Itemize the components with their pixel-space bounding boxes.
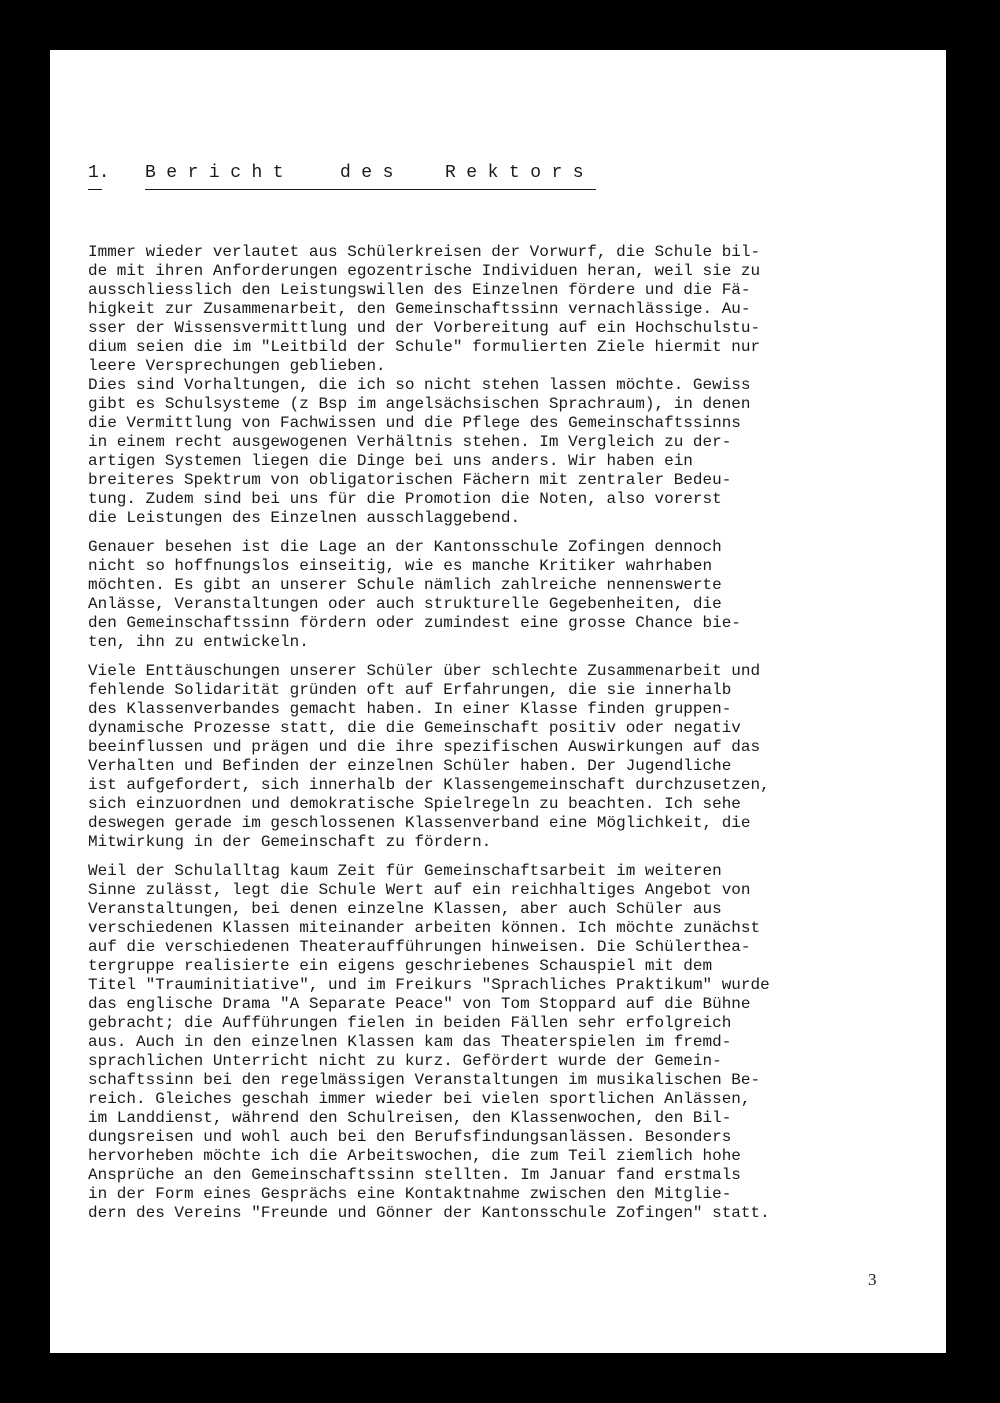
text-line: im Landdienst, während den Schulreisen, den Klassenwochen, den Bil-: [88, 1109, 732, 1127]
text-line: den Gemeinschaftssinn fördern oder zumindest eine grosse Chance bie-: [88, 614, 741, 632]
heading-number-underline: [88, 189, 102, 190]
text-line: ausschliesslich den Leistungswillen des Einzelnen fördere und die Fä-: [88, 281, 751, 299]
text-line: fehlende Solidarität gründen oft auf Erfahrungen, die sie innerhalb: [88, 681, 732, 699]
text-line: deswegen gerade im geschlossenen Klassenverband eine Möglichkeit, die: [88, 814, 751, 832]
text-line: möchten. Es gibt an unserer Schule nämlich zahlreiche nennenswerte: [88, 576, 722, 594]
text-line: schaftssinn bei den regelmässigen Veranstaltungen im musikalischen Be-: [88, 1071, 761, 1089]
text-line: Sinne zulässt, legt die Schule Wert auf ein reichhaltiges Angebot von: [88, 881, 751, 899]
text-line: in einem recht ausgewogenen Verhältnis stehen. Im Vergleich zu der-: [88, 433, 732, 451]
report-body: [88, 243, 908, 1233]
page-number: 3: [868, 1270, 877, 1289]
paragraph: [88, 662, 908, 852]
heading-underline: [145, 189, 596, 190]
text-line: die Vermittlung von Fachwissen und die Pflege des Gemeinschaftssinns: [88, 414, 741, 432]
text-line: breiteres Spektrum von obligatorischen Fächern mit zentraler Bedeu-: [88, 471, 732, 489]
text-line: Veranstaltungen, bei denen einzelne Klassen, aber auch Schüler aus: [88, 900, 722, 918]
heading-number: 1.: [88, 163, 110, 183]
text-line: Verhalten und Befinden der einzelnen Schüler haben. Der Jugendliche: [88, 757, 732, 775]
text-line: de mit ihren Anforderungen egozentrische Individuen heran, weil sie zu: [88, 262, 761, 280]
heading-word-bericht: Bericht: [145, 163, 295, 183]
text-line: Titel "Trauminitiative", und im Freikurs "Sprachliches Praktikum" wurde: [88, 976, 770, 994]
text-line: dungsreisen und wohl auch bei den Berufsfindungsanlässen. Besonders: [88, 1128, 732, 1146]
text-line: Weil der Schulalltag kaum Zeit für Gemeinschaftsarbeit im weiteren: [88, 862, 722, 880]
paragraph: [88, 862, 908, 1223]
document-page: [50, 50, 946, 1353]
text-line: Ansprüche an den Gemeinschaftssinn stellten. Im Januar fand erstmals: [88, 1166, 741, 1184]
text-line: gibt es Schulsysteme (z Bsp im angelsächsischen Sprachraum), in denen: [88, 395, 751, 413]
heading-word-des: des: [340, 163, 404, 183]
text-line: dern des Vereins "Freunde und Gönner der Kantonsschule Zofingen" statt.: [88, 1204, 770, 1222]
text-line: Dies sind Vorhaltungen, die ich so nicht stehen lassen möchte. Gewiss: [88, 376, 751, 394]
text-line: die Leistungen des Einzelnen ausschlaggebend.: [88, 509, 521, 527]
text-line: auf die verschiedenen Theateraufführungen hinweisen. Die Schülerthea-: [88, 938, 751, 956]
text-line: dium seien die im "Leitbild der Schule" formulierten Ziele hiermit nur: [88, 338, 761, 356]
text-line: artigen Systemen liegen die Dinge bei uns anders. Wir haben ein: [88, 452, 693, 470]
paragraph: [88, 538, 908, 652]
text-line: verschiedenen Klassen miteinander arbeiten können. Ich möchte zunächst: [88, 919, 761, 937]
text-line: Anlässe, Veranstaltungen oder auch strukturelle Gegebenheiten, die: [88, 595, 722, 613]
text-line: leere Versprechungen geblieben.: [88, 357, 386, 375]
text-line: dynamische Prozesse statt, die die Gemeinschaft positiv oder negativ: [88, 719, 741, 737]
text-line: sprachlichen Unterricht nicht zu kurz. Gefördert wurde der Gemein-: [88, 1052, 722, 1070]
text-line: Viele Enttäuschungen unserer Schüler über schlechte Zusammenarbeit und: [88, 662, 761, 680]
text-line: des Klassenverbandes gemacht haben. In einer Klasse finden gruppen-: [88, 700, 732, 718]
paragraph: [88, 243, 908, 528]
text-line: sich einzuordnen und demokratische Spielregeln zu beachten. Ich sehe: [88, 795, 741, 813]
text-line: Immer wieder verlautet aus Schülerkreisen der Vorwurf, die Schule bil-: [88, 243, 761, 261]
text-line: nicht so hoffnungslos einseitig, wie es manche Kritiker wahrhaben: [88, 557, 713, 575]
text-line: sser der Wissensvermittlung und der Vorbereitung auf ein Hochschulstu-: [88, 319, 761, 337]
text-line: in der Form eines Gesprächs eine Kontaktnahme zwischen den Mitglie-: [88, 1185, 732, 1203]
text-line: higkeit zur Zusammenarbeit, den Gemeinschaftssinn vernachlässige. Au-: [88, 300, 751, 318]
text-line: ist aufgefordert, sich innerhalb der Klassengemeinschaft durchzusetzen,: [88, 776, 770, 794]
text-line: reich. Gleiches geschah immer wieder bei vielen sportlichen Anlässen,: [88, 1090, 751, 1108]
text-line: das englische Drama "A Separate Peace" von Tom Stoppard auf die Bühne: [88, 995, 751, 1013]
text-line: gebracht; die Aufführungen fielen in beiden Fällen sehr erfolgreich: [88, 1014, 732, 1032]
text-line: aus. Auch in den einzelnen Klassen kam das Theaterspielen im fremd-: [88, 1033, 732, 1051]
text-line: tung. Zudem sind bei uns für die Promotion die Noten, also vorerst: [88, 490, 722, 508]
text-line: beeinflussen und prägen und die ihre spezifischen Auswirkungen auf das: [88, 738, 761, 756]
text-line: ten, ihn zu entwickeln.: [88, 633, 309, 651]
text-line: tergruppe realisierte ein eigens geschriebenes Schauspiel mit dem: [88, 957, 713, 975]
text-line: Genauer besehen ist die Lage an der Kantonsschule Zofingen dennoch: [88, 538, 722, 556]
text-line: Mitwirkung in der Gemeinschaft zu fördern.: [88, 833, 492, 851]
text-line: hervorheben möchte ich die Arbeitswochen, die zum Teil ziemlich hohe: [88, 1147, 741, 1165]
heading-word-rektors: Rektors: [445, 163, 595, 183]
